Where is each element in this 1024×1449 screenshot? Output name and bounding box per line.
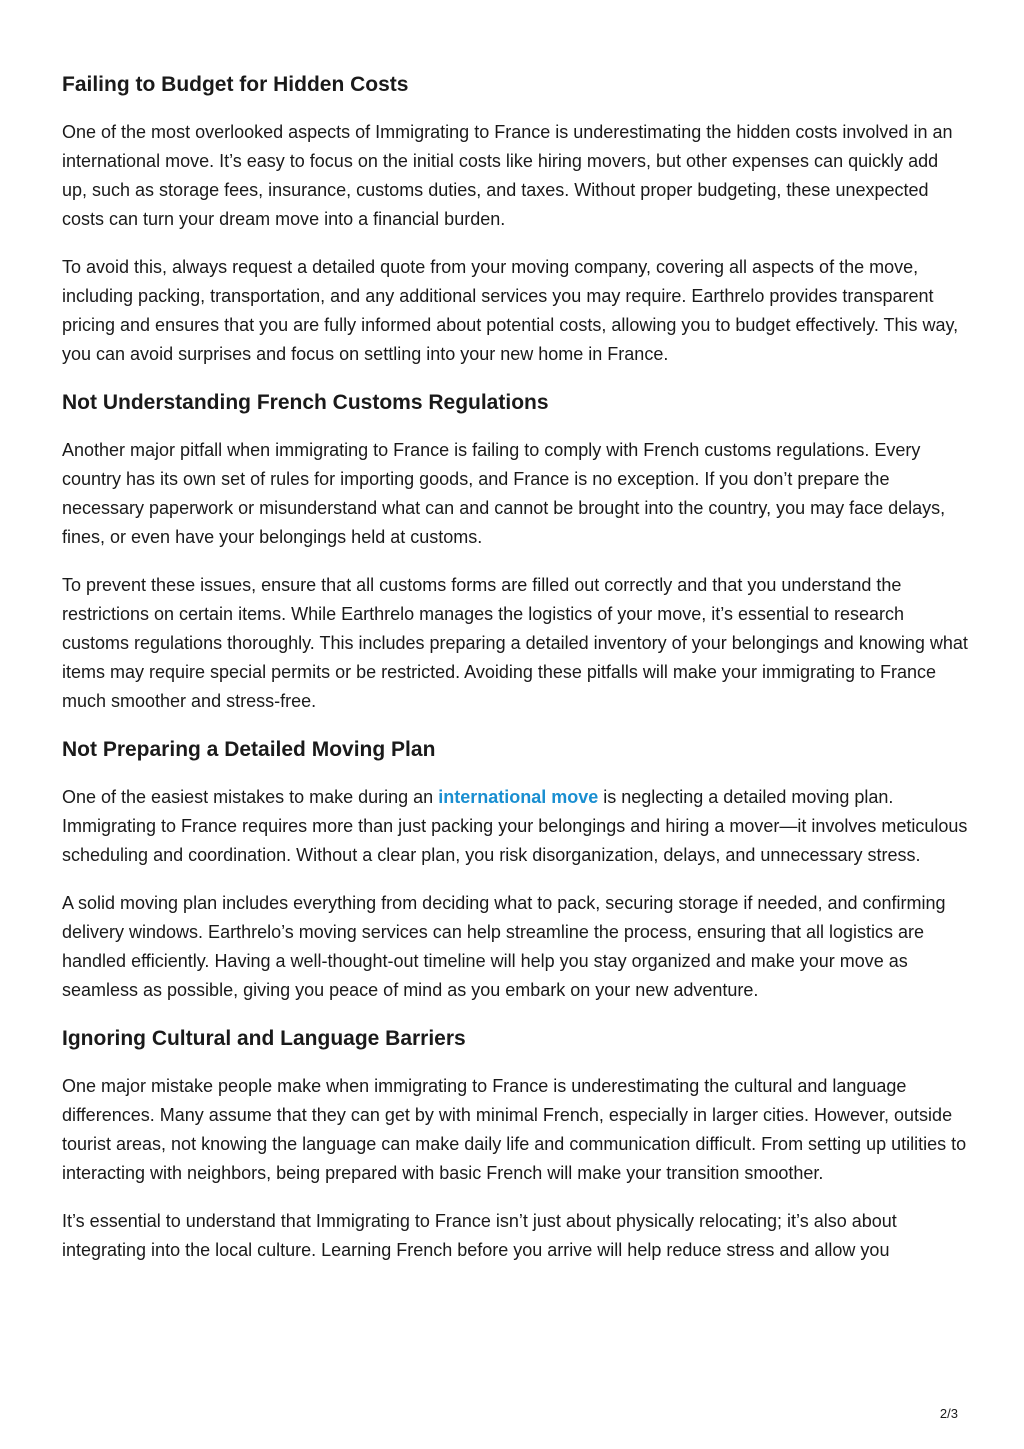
international-move-link[interactable]: international move (438, 787, 599, 807)
section-heading: Not Understanding French Customs Regulations (62, 391, 549, 414)
section-heading: Not Preparing a Detailed Moving Plan (62, 738, 436, 761)
section-moving-plan (62, 735, 968, 1005)
paragraph: One of the most overlooked aspects of Immigrating to France is underestimating the hidden costs involved in an international move. It’s easy to focus on the initial costs like hiring movers, but other expenses can quickly add up, such as storage fees, insurance, customs duties, and taxes. Without proper budgeting, these unexpected costs can turn your dream move into a financial burden. (62, 122, 953, 229)
paragraph: One major mistake people make when immigrating to France is underestimating the cultural and language differences. Many assume that they can get by with minimal French, especially in larger cities. However, outside tourist areas, not knowing the language can make daily life and communication difficult. From setting up utilities to interacting with neighbors, being prepared with basic French will make your transition smoother. (62, 1076, 967, 1183)
section-hidden-costs (62, 70, 968, 369)
document-page (62, 70, 968, 1284)
page-number: 2/3 (939, 1406, 958, 1421)
paragraph-text-before-link: One of the easiest mistakes to make during an (62, 787, 439, 807)
paragraph-text-after-link: is neglecting a detailed moving plan. Immigrating to France requires more than just packing your belongings and hiring a mover—it involves meticulous scheduling and coordination. Without a clear plan, you risk disorganization, delays, and unnecessary stress. (62, 787, 968, 865)
section-heading: Failing to Budget for Hidden Costs (62, 73, 409, 96)
paragraph: To avoid this, always request a detailed quote from your moving company, covering all aspects of the move, including packing, transportation, and any additional services you may require. Earthrelo provides transparent pricing and ensures that you are fully informed about potential costs, allowing you to budget effectively. This way, you can avoid surprises and focus on settling into your new home in France. (62, 257, 959, 364)
section-heading: Ignoring Cultural and Language Barriers (62, 1027, 466, 1050)
paragraph: Another major pitfall when immigrating to France is failing to comply with French customs regulations. Every country has its own set of rules for importing goods, and France is no exception. If you don’t prepare the necessary paperwork or misunderstand what can and cannot be brought into the country, you may face delays, fines, or even have your belongings held at customs. (62, 440, 946, 547)
paragraph: It’s essential to understand that Immigrating to France isn’t just about physically relocating; it’s also about integrating into the local culture. Learning French before you arrive will help reduce stress and allow you (62, 1211, 897, 1260)
section-customs-regulations (62, 388, 968, 716)
paragraph: A solid moving plan includes everything from deciding what to pack, securing storage if needed, and confirming delivery windows. Earthrelo’s moving services can help streamline the process, ensuring that all logistics are handled efficiently. Having a well-thought-out timeline will help you stay organized and make your move as seamless as possible, giving you peace of mind as you embark on your new adventure. (62, 893, 946, 1000)
section-cultural-barriers (62, 1024, 968, 1265)
paragraph-with-link (62, 783, 968, 870)
paragraph: To prevent these issues, ensure that all customs forms are filled out correctly and that you understand the restrictions on certain items. While Earthrelo manages the logistics of your move, it’s essential to research customs regulations thoroughly. This includes preparing a detailed inventory of your belongings and knowing what items may require special permits or be restricted. Avoiding these pitfalls will make your immigrating to France much smoother and stress-free. (62, 575, 968, 711)
